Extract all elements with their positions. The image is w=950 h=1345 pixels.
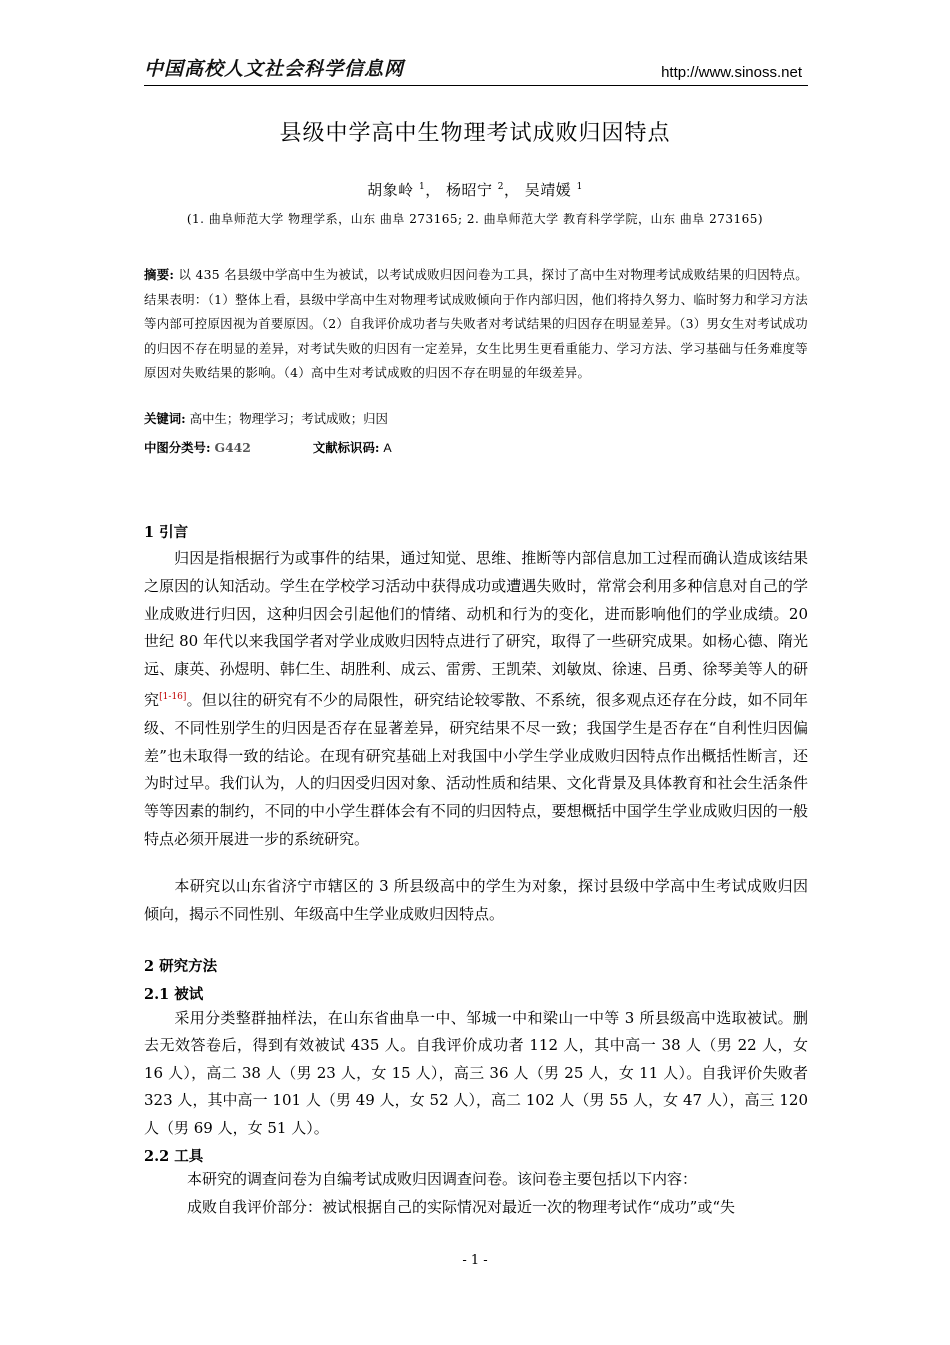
affiliation: (1. 曲阜师范大学 物理学系，山东 曲阜 273165; 2. 曲阜师范大学 教育科学学院，山东 曲阜 273165): [186, 212, 764, 226]
keywords: [144, 409, 808, 427]
para-text: 。但以往的研究有不少的局限性，研究结论较零散、不系统，很多观点还存在分歧，如不同年级、不同性别学生的归因是否存在显著差异，研究结果不尽一致；我国学生是否存在“自利性归因偏差”也未取得一致的结论。在现有研究基础上对我国中小学生学业成败归因特点作出概括性断言，还为时过早。我们认为，人的归因受归因对象、活动性质和结果、文化背景及具体教育和社会生活条件等等因素的制约，不同的中小学生群体会有不同的归因特点，要想概括中国学生学业成败归因的一般特点必须开展进一步的系统研究。: [144, 690, 808, 848]
abstract-text: 以 435 名县级中学高中生为被试，以考试成败归因问卷为工具，探讨了高中生对物理考试成败结果的归因特点。结果表明：（1）整体上看，县级中学高中生对物理考试成败倾向于作内部归因，他们将持久努力、临时努力和学习方法等内部可控原因视为首要原因。（2）自我评价成功者与失败者对考试结果的归因存在明显差异。（3）男女生对考试成功的归因不存在明显的差异，对考试失败的归因有一定差异，女生比男生更看重能力、学习方法、学习基础与任务难度等原因对失败结果的影响。（4）高中生对考试成败的归因不存在明显的年级差异。: [144, 267, 809, 381]
author-name: 胡象岭: [367, 181, 414, 199]
section-1-paragraph-1: [144, 545, 808, 854]
keywords-text: 高中生；物理学习；考试成败；归因: [189, 411, 388, 426]
section-2-1-paragraph: [144, 1005, 808, 1142]
keywords-label: 关键词:: [144, 411, 186, 426]
para-text: 采用分类整群抽样法，在山东省曲阜一中、邹城一中和梁山一中等 3 所县级高中选取被试。删去无效答卷后，得到有效被试 435 人。自我评价成功者 112 人，其中高一 38 人（男 22 人，女 16 人），高二 38 人（男 23 人，女 15 人），高三 36 人（男 25 人，女 11 人）。自我评价失败者 323 人，其中高一 101 人（男 49 人，女 52 人），高二 102 人（男 55 人，女 47 人），高三 120 人（男 69 人，女 51 人）。: [144, 1009, 808, 1137]
citation-ref[interactable]: [1-16]: [159, 691, 187, 702]
section-2-2-heading: 2.2 工具: [144, 1148, 204, 1165]
doc-code: A: [383, 441, 392, 455]
author-list: 胡象岭 $^1$， 杨昭宁 $^2$， 吴靖媛 $^1$: [367, 181, 583, 199]
author-affil-mark: 2: [497, 182, 505, 192]
author-name: 吴靖媛: [524, 181, 572, 199]
section-2-1-heading: 2.1 被试: [144, 986, 204, 1003]
para-text: 本研究以山东省济宁市辖区的 3 所县级高中的学生为对象，探讨县级中学高中生考试成败归因倾向，揭示不同性别、年级高中生学业成败归因特点。: [144, 877, 808, 923]
section-2-2-line-1: 本研究的调查问卷为自编考试成败归因调查问卷。该问卷主要包括以下内容：: [187, 1170, 698, 1188]
site-logo: 中国高校人文社会科学信息网: [144, 58, 405, 80]
para-text: 归因是指根据行为或事件的结果，通过知觉、思维、推断等内部信息加工过程而确认造成该结果之原因的认知活动。学生在学校学习活动中获得成功或遭遇失败时，常常会利用多种信息对自己的学业成败进行归因，这种归因会引起他们的情绪、动机和行为的变化，进而影响他们的学业成绩。20 世纪 80 年代以来我国学者对学业成败归因特点进行了研究，取得了一些研究成果。如杨心德、隋光远、康英、孙煜明、韩仁生、胡胜利、成云、雷雳、王凯荣、刘敏岚、徐速、吕勇、徐琴美等人的研究: [144, 549, 808, 709]
section-1-paragraph-2: [144, 873, 808, 929]
section-1-heading: 1 引言: [144, 524, 189, 541]
author-affil-mark: 1: [576, 182, 583, 192]
paper-title: 县级中学高中生物理考试成败归因特点: [279, 121, 671, 146]
author-affil-mark: 1: [418, 182, 426, 192]
classification: [144, 438, 808, 456]
abstract-label: 摘要:: [144, 267, 175, 282]
section-2-heading: 2 研究方法: [144, 958, 218, 975]
clc-code: G442: [214, 440, 251, 455]
site-url[interactable]: http://www.sinoss.net: [661, 64, 802, 81]
section-2-2-line-2: 成败自我评价部分：被试根据自己的实际情况对最近一次的物理考试作“成功”或“失: [187, 1198, 736, 1216]
author-name: 杨昭宁: [445, 181, 493, 199]
clc-label: 中图分类号:: [144, 440, 211, 455]
header-rule: [144, 85, 808, 86]
page-number: - 1 -: [462, 1253, 488, 1268]
doc-code-label: 文献标识码:: [312, 440, 380, 455]
abstract: [144, 263, 808, 386]
